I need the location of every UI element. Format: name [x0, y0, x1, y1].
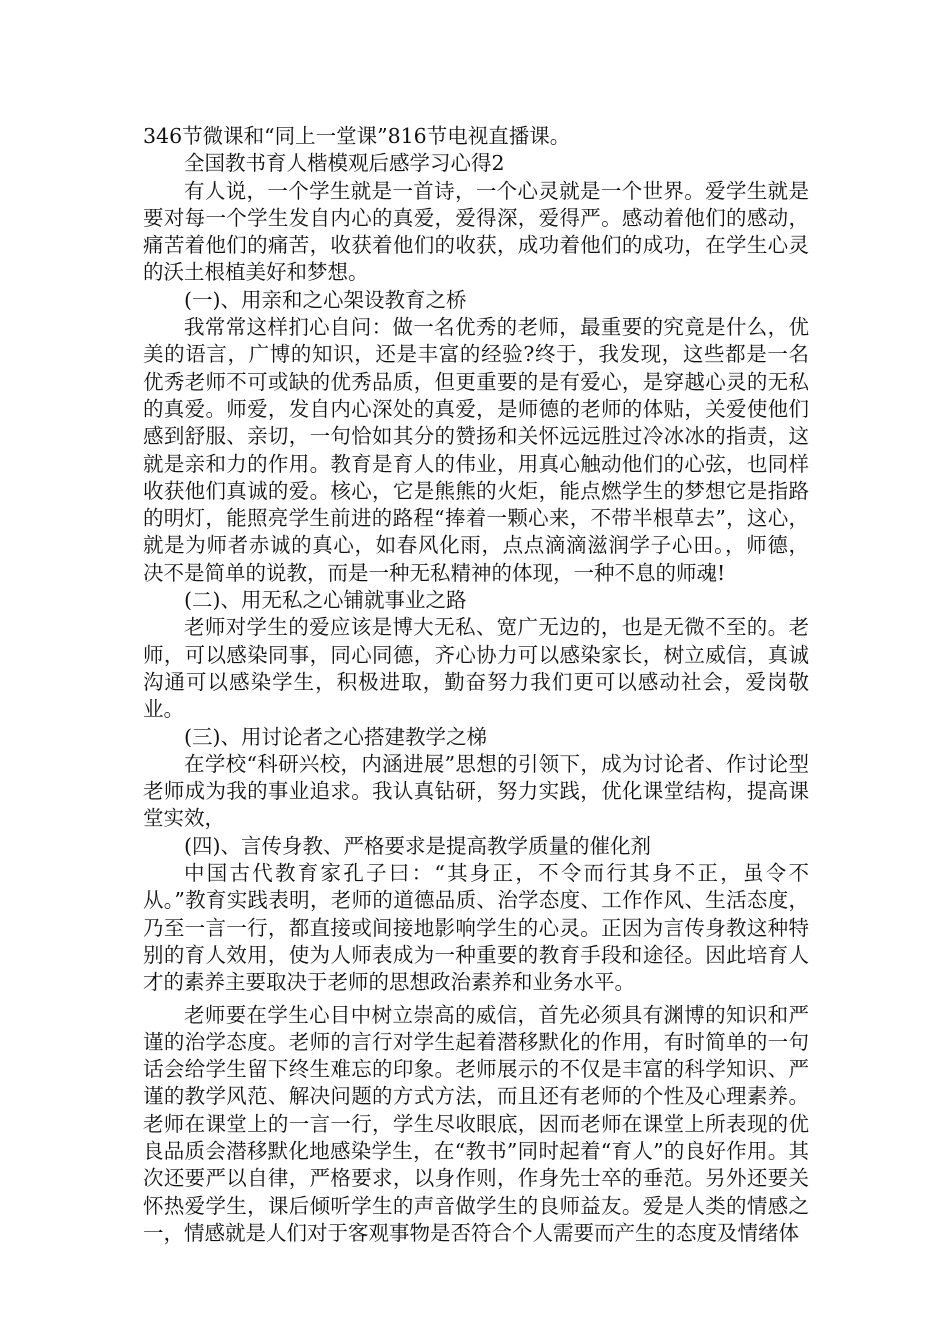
paragraph-continuation: 346节微课和“同上一堂课”816节电视直播课。 [143, 124, 571, 148]
paragraph-section-1: 我常常这样扪心自问：做一名优秀的老师，最重要的究竟是什么，优美的语言，广博的知识，还是丰富的经验?终于，我发现，这些都是一名优秀老师不可或缺的优秀品质，但更重要的是有爱心，是穿越心灵的无私的真爱。师爱，发自内心深处的真爱，是师德的老师的体贴，关爱使他们感到舒服、亲切，一句恰如其分的赞扬和关怀远远胜过冷冰冰的指责，这就是亲和力的作用。教育是育人的伟业，用真心触动他们的心弦，也同样收获他们真诚的爱。核心，它是熊熊的火炬，能点燃学生的梦想它是指路的明灯，能照亮学生前进的路程“捧着一颗心来，不带半根草去”，这心，就是为师者赤诚的真心，如春风化雨，点点滴滴滋润学子心田。，师德，决不是简单的说教，而是一种无私精神的体现，一种不息的师魂! [143, 315, 809, 585]
paragraph-intro: 有人说，一个学生就是一首诗，一个心灵就是一个世界。爱学生就是要对每一个学生发自内心的真爱，爱得深，爱得严。感动着他们的感动，痛苦着他们的痛苦，收获着他们的收获，成功着他们的成功，在学生心灵的沃土根植美好和梦想。 [143, 178, 809, 285]
paragraph-section-2: 老师对学生的爱应该是博大无私、宽广无边的，也是无微不至的。老师，可以感染同事，同心同德，齐心协力可以感染家长，树立威信，真诚沟通可以感染学生，积极进取，勤奋努力我们更可以感动社会，爱岗敬业。 [143, 615, 809, 722]
section-heading-2: (二)、用无私之心铺就事业之路 [184, 588, 467, 613]
section-heading-1: (一)、用亲和之心架设教育之桥 [184, 287, 467, 312]
document-body [143, 123, 809, 1247]
paragraph-section-3: 在学校“科研兴校，内涵进展”思想的引领下，成为讨论者、作讨论型老师成为我的事业追求。我认真钻研，努力实践，优化课堂结构，提高课堂实效， [143, 751, 809, 831]
paragraph-section-4: 中国古代教育家孔子曰：“其身正，不令而行其身不正，虽令不从。”教育实践表明，老师的道德品质、治学态度、工作作风、生活态度，乃至一言一行，都直接或间接地影响学生的心灵。正因为言传身教这种特别的育人效用，使为人师表成为一种重要的教育手段和途径。因此培育人才的素养主要取决于老师的思想政治素养和业务水平。 [143, 861, 809, 995]
essay-title: 全国教书育人楷模观后感学习心得2 [184, 151, 505, 176]
paragraph-section-4-continued: 老师要在学生心目中树立崇高的威信，首先必须具有渊博的知识和严谨的治学态度。老师的言行对学生起着潜移默化的作用，有时简单的一句话会给学生留下终生难忘的印象。老师展示的不仅是丰富的科学知识、严谨的教学风范、解决问题的方式方法，而且还有老师的个性及心理素养。老师在课堂上的一言一行，学生尽收眼底，因而老师在课堂上所表现的优良品质会潜移默化地感染学生，在“教书”同时起着“育人”的良好作用。其次还要严以自律，严格要求，以身作则，作身先士卒的垂范。另外还要关怀热爱学生，课后倾听学生的声音做学生的良师益友。爱是人类的情感之一，情感就是人们对于客观事物是否符合个人需要而产生的态度及情绪体 [143, 1002, 809, 1245]
section-heading-4: (四)、言传身教、严格要求是提高教学质量的催化剂 [184, 833, 651, 858]
section-heading-3: (三)、用讨论者之心搭建教学之梯 [184, 724, 487, 749]
